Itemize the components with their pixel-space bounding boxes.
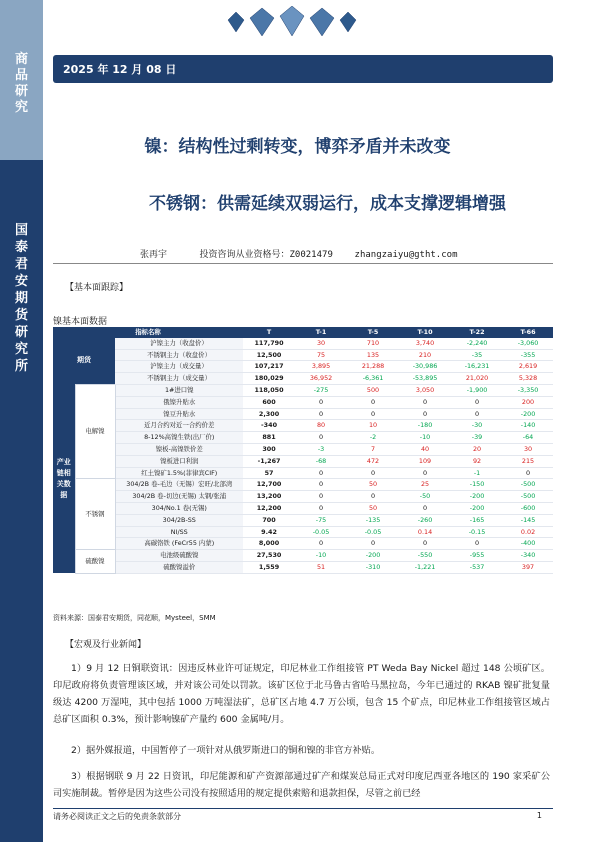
current-value: 107,217 [243, 361, 295, 373]
change-value: -340 [503, 550, 553, 562]
change-value: 30 [295, 338, 347, 349]
change-value: -53,895 [399, 373, 451, 385]
table-row [53, 443, 553, 455]
current-value: 57 [243, 467, 295, 479]
change-value: 21,020 [451, 373, 503, 385]
sub-title: 不锈钢：供需延续双弱运行，成本支撑逻辑增强 [149, 194, 506, 214]
indicator-name: 1#进口镍 [115, 384, 243, 396]
change-value: -550 [399, 550, 451, 562]
table-row [53, 373, 553, 385]
table-row [53, 349, 553, 361]
section-news: 【宏观及行业新闻】 [65, 640, 147, 650]
report-date: 2025 年 12 月 08 日 [63, 63, 177, 76]
change-value: 0 [295, 538, 347, 550]
indicator-name: 高碳铬铁 (FeCr55 内蒙) [115, 538, 243, 550]
change-value: -0.05 [347, 526, 399, 538]
indicator-name: 304/2B-SS [115, 514, 243, 526]
indicator-name: 镍豆升贴水 [115, 408, 243, 420]
change-value: 710 [347, 338, 399, 349]
change-value: -10 [295, 550, 347, 562]
indicator-name: 电池级硫酸镍 [115, 550, 243, 562]
change-value: 0 [451, 396, 503, 408]
divider [53, 263, 553, 264]
news-paragraph-2: 2）据外媒报道，中国暂停了一项针对从俄罗斯进口的铜和镍的非官方补贴。 [71, 745, 381, 756]
table-row [53, 361, 553, 373]
change-value: -355 [503, 349, 553, 361]
change-value: -200 [347, 550, 399, 562]
current-value: -1,267 [243, 455, 295, 467]
change-value: -35 [451, 349, 503, 361]
change-value: 0 [399, 502, 451, 514]
change-value: -3 [295, 443, 347, 455]
table-row [53, 408, 553, 420]
table-row [53, 502, 553, 514]
change-value: 0 [347, 408, 399, 420]
footer-disclaimer: 请务必阅读正文之后的免责条款部分 [53, 812, 181, 821]
change-value: -30 [451, 420, 503, 432]
table-row [53, 455, 553, 467]
change-value: -310 [347, 561, 399, 573]
category-cell: 产业链相关数据 [53, 384, 75, 573]
change-value: 472 [347, 455, 399, 467]
change-value: 40 [399, 443, 451, 455]
change-value: -50 [399, 491, 451, 503]
change-value: 3,895 [295, 361, 347, 373]
change-value: -2 [347, 432, 399, 444]
current-value: 881 [243, 432, 295, 444]
current-value: 117,790 [243, 338, 295, 349]
change-value: -2,240 [451, 338, 503, 349]
table-header-row [53, 327, 553, 338]
change-value: 21,288 [347, 361, 399, 373]
change-value: -180 [399, 420, 451, 432]
change-value: 3,050 [399, 384, 451, 396]
table-caption: 镍基本面数据 [53, 317, 108, 327]
change-value: -1,221 [399, 561, 451, 573]
table-row [53, 479, 553, 491]
current-value: 1,559 [243, 561, 295, 573]
change-value: -30,986 [399, 361, 451, 373]
change-value: 75 [295, 349, 347, 361]
change-value: 0 [451, 408, 503, 420]
indicator-name: 304/2B 卷-切边(无锡) 太钢/张浦 [115, 491, 243, 503]
table-header-cell: T-5 [347, 327, 399, 338]
current-value: 180,029 [243, 373, 295, 385]
change-value: -165 [451, 514, 503, 526]
change-value: 0 [347, 467, 399, 479]
indicator-name: 不锈钢主力（成交量） [115, 373, 243, 385]
change-value: -6,361 [347, 373, 399, 385]
indicator-name: 红土镍矿1.5%(菲律宾CIF) [115, 467, 243, 479]
change-value: 397 [503, 561, 553, 573]
indicator-name: NI/SS [115, 526, 243, 538]
table-row [53, 467, 553, 479]
current-value: -340 [243, 420, 295, 432]
current-value: 12,500 [243, 349, 295, 361]
change-value: -537 [451, 561, 503, 573]
change-value: 0 [347, 538, 399, 550]
change-value: 0 [295, 502, 347, 514]
current-value: 12,200 [243, 502, 295, 514]
change-value: 0 [295, 408, 347, 420]
table-source: 资料来源：国泰君安期货，同花顺，Mysteel，SMM [53, 614, 216, 622]
current-value: 12,700 [243, 479, 295, 491]
indicator-name: 304/2B 卷-毛边（无锡）宏旺/北部湾 [115, 479, 243, 491]
table-header-cell: T [243, 327, 295, 338]
change-value: 0 [451, 538, 503, 550]
sidebar-bottom [0, 160, 43, 842]
table-header-cell: T-1 [295, 327, 347, 338]
change-value: 80 [295, 420, 347, 432]
table-body [53, 338, 553, 573]
change-value: -275 [295, 384, 347, 396]
change-value: -955 [451, 550, 503, 562]
table-header-cell: T-10 [399, 327, 451, 338]
change-value: -1 [451, 467, 503, 479]
indicator-name: 不锈钢主力（收盘价） [115, 349, 243, 361]
current-value: 700 [243, 514, 295, 526]
table-row [53, 396, 553, 408]
current-value: 2,300 [243, 408, 295, 420]
change-value: 50 [347, 502, 399, 514]
change-value: 0 [295, 396, 347, 408]
table-row [53, 514, 553, 526]
change-value: 0 [503, 467, 553, 479]
sidebar-bottom-label: 国 泰 君 安 期 货 研 究 所 [14, 223, 28, 374]
news-paragraph-3: 3）根据钢联 9 月 22 日资讯，印尼能源和矿产资源部通过矿产和煤炭总局正式对印度尼西亚各地区的 190 家采矿公司实施制裁。暂停是因为这些公司没有按照适用的规定提供索赔和退款担保，尽管之前已经 [53, 771, 550, 799]
change-value: -16,231 [451, 361, 503, 373]
current-value: 27,530 [243, 550, 295, 562]
footer-divider [53, 808, 553, 809]
current-value: 9.42 [243, 526, 295, 538]
table-row [53, 432, 553, 444]
change-value: 210 [399, 349, 451, 361]
section-fundamentals: 【基本面跟踪】 [65, 283, 129, 293]
author-line: 张再宇 投资咨询从业资格号：Z0021479 zhangzaiyu@gtht.com [140, 250, 458, 260]
change-value: 36,952 [295, 373, 347, 385]
change-value: 0.14 [399, 526, 451, 538]
date-bar [53, 55, 553, 83]
change-value: -3,350 [503, 384, 553, 396]
table-row [53, 561, 553, 573]
change-value: 0 [399, 408, 451, 420]
indicator-name: 8-12%高镍生铁(出厂价) [115, 432, 243, 444]
change-value: -140 [503, 420, 553, 432]
change-value: 0 [347, 396, 399, 408]
change-value: 0 [295, 467, 347, 479]
change-value: 10 [347, 420, 399, 432]
change-value: 92 [451, 455, 503, 467]
change-value: 0 [399, 538, 451, 550]
change-value: 25 [399, 479, 451, 491]
table-row [53, 526, 553, 538]
table-header-cell: T-66 [503, 327, 553, 338]
current-value: 300 [243, 443, 295, 455]
change-value: 20 [451, 443, 503, 455]
current-value: 118,050 [243, 384, 295, 396]
indicator-name: 304/No.1 卷(无锡) [115, 502, 243, 514]
change-value: 109 [399, 455, 451, 467]
table-row [53, 550, 553, 562]
main-title: 镍：结构性过剩转变，博弈矛盾并未改变 [144, 137, 451, 157]
change-value: 135 [347, 349, 399, 361]
indicator-name: 硫酸镍溢价 [115, 561, 243, 573]
change-value: -68 [295, 455, 347, 467]
indicator-name: 俄镍升贴水 [115, 396, 243, 408]
change-value: -1,900 [451, 384, 503, 396]
change-value: 50 [347, 479, 399, 491]
change-value: -200 [451, 502, 503, 514]
change-value: -39 [451, 432, 503, 444]
table-header-cell: 指标名称 [53, 327, 243, 338]
change-value: 500 [347, 384, 399, 396]
change-value: 0 [347, 491, 399, 503]
change-value: -0.05 [295, 526, 347, 538]
indicator-name: 镍板进口利润 [115, 455, 243, 467]
current-value: 8,000 [243, 538, 295, 550]
indicator-name: 镍板-高镍铁价差 [115, 443, 243, 455]
table-row [53, 420, 553, 432]
change-value: 2,619 [503, 361, 553, 373]
change-value: -500 [503, 479, 553, 491]
category-cell: 期货 [53, 338, 115, 385]
change-value: -600 [503, 502, 553, 514]
current-value: 600 [243, 396, 295, 408]
fundamentals-table [53, 327, 553, 574]
change-value: 30 [503, 443, 553, 455]
subcategory-cell: 电解镍 [75, 384, 115, 478]
change-value: 0 [399, 396, 451, 408]
change-value: -10 [399, 432, 451, 444]
indicator-name: 沪镍主力（成交量） [115, 361, 243, 373]
change-value: -200 [503, 408, 553, 420]
change-value: 0 [295, 491, 347, 503]
change-value: 215 [503, 455, 553, 467]
subcategory-cell: 不锈钢 [75, 479, 115, 550]
change-value: -500 [503, 491, 553, 503]
change-value: -260 [399, 514, 451, 526]
indicator-name: 沪镍主力（收盘价） [115, 338, 243, 349]
table-row [53, 384, 553, 396]
table-row [53, 538, 553, 550]
change-value: -75 [295, 514, 347, 526]
change-value: -145 [503, 514, 553, 526]
change-value: 51 [295, 561, 347, 573]
table-header-cell: T-22 [451, 327, 503, 338]
news-paragraph-1: 1）9 月 12 日铜联资讯：因违反林业许可证规定，印尼林业工作组接管 PT Weda Bay Nickel 超过 148 公顷矿区。印尼政府将负责管理该区域，并对该公司处以罚款。该矿区位于北马鲁古省哈马黑拉岛，今年已通过的 RKAB 镍矿批复量级达 4200 万湿吨，其中包括 1000 万吨湿法矿，总矿区占地 4.7 万公顷，包含 15 个矿点，印尼林业工作组接管区域占总矿区面积 0.3%，预计影响镍矿产量约 600 金属吨/月。 [53, 663, 550, 725]
change-value: 5,328 [503, 373, 553, 385]
change-value: 0 [399, 467, 451, 479]
sidebar-top-label: 商 品 研 究 [14, 52, 28, 115]
change-value: 200 [503, 396, 553, 408]
indicator-name: 近月合约对近一合约价差 [115, 420, 243, 432]
change-value: -135 [347, 514, 399, 526]
diamond-logo-icon [222, 6, 362, 42]
change-value: 0 [295, 479, 347, 491]
current-value: 13,200 [243, 491, 295, 503]
change-value: -400 [503, 538, 553, 550]
table-row [53, 338, 553, 349]
change-value: -150 [451, 479, 503, 491]
table-row [53, 491, 553, 503]
change-value: -3,060 [503, 338, 553, 349]
change-value: 0.02 [503, 526, 553, 538]
change-value: 7 [347, 443, 399, 455]
change-value: -0.15 [451, 526, 503, 538]
change-value: -200 [451, 491, 503, 503]
change-value: 3,740 [399, 338, 451, 349]
change-value: 0 [295, 432, 347, 444]
subcategory-cell: 硫酸镍 [75, 550, 115, 574]
page-number: 1 [536, 811, 542, 820]
change-value: -64 [503, 432, 553, 444]
